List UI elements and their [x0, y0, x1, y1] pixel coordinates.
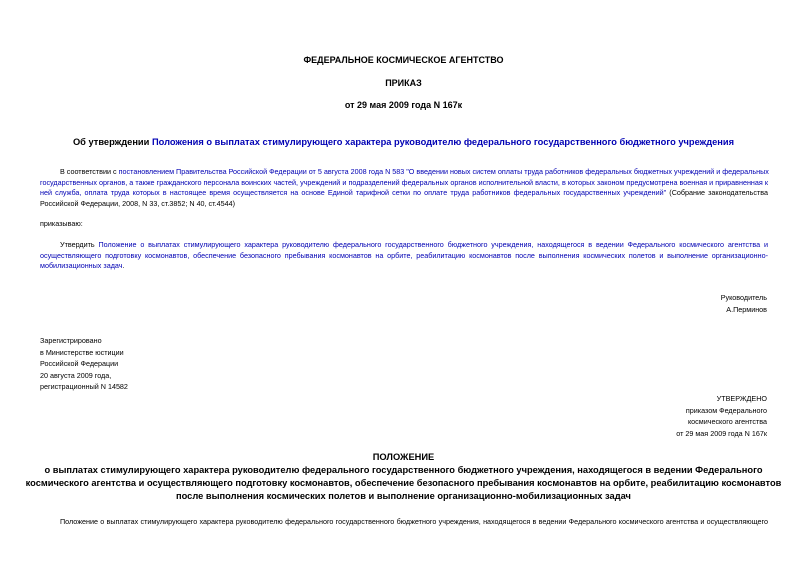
registration-line: в Министерстве юстиции	[40, 347, 124, 357]
document-title	[0, 137, 807, 147]
regulation-link[interactable]: осуществляющего подготовку космонавтов, обеспечение безопасного пребывания космонавтов на орбите, реабилитацию космонавтов после выполнения космических полетов и выполнение организационно-	[40, 250, 768, 260]
approve-paragraph	[40, 240, 768, 272]
title-prefix: Об утверждении	[72, 137, 152, 147]
resolution-link[interactable]: постановлением Правительства Российской Федерации от 5 августа 2008 года N 583 "О введении новых систем оплаты труда работников федеральных бюджетных учреждений и федеральных	[118, 167, 769, 176]
preamble-line	[40, 178, 768, 189]
approve-line	[40, 251, 768, 262]
regulation-link[interactable]: мобилизационных задач	[40, 261, 123, 270]
regulation-body-line: Положение о выплатах стимулирующего характера руководителю федерального государственного бюджетного учреждения, находящегося в ведении Федерального космического агентства и осуществляющего	[60, 517, 768, 526]
regulation-heading-line: космического агентства и осуществляющего подготовку космонавтов, обеспечение безопасного пребывания космонавтов на орбите, реабилитацию космонавтов	[25, 478, 782, 488]
agency-name: ФЕДЕРАЛЬНОЕ КОСМИЧЕСКОЕ АГЕНТСТВО	[303, 55, 504, 65]
resolution-link[interactable]: ней служба, оплата труда которых в настоящее время осуществляется на основе Единой тарифной сетки по оплате труда работников федеральных государственных учреждений"	[40, 188, 667, 197]
approve-line	[40, 261, 768, 272]
approve-text: .	[122, 261, 125, 270]
approved-line: УТВЕРЖДЕНО	[716, 394, 767, 403]
registration-block	[40, 335, 240, 393]
order-word: приказываю:	[40, 219, 83, 228]
approved-line: космического агентства	[687, 417, 767, 426]
regulation-heading-line: после выполнения космических полетов и выполнение организационно-мобилизационных задач	[176, 491, 631, 501]
resolution-link[interactable]: государственных органов, а также гражданского персонала воинских частей, учреждений и подразделений федеральных органов исполнительной власти, в которых законом предусмотрена военная и приравненная к	[40, 177, 768, 187]
registration-line: Российской Федерации	[40, 359, 119, 368]
preamble-line	[40, 167, 768, 178]
regulation-heading	[0, 451, 807, 503]
preamble-text: Российской Федерации, 2008, N 33, ст.3852; N 40, ст.4544)	[40, 198, 236, 208]
preamble-text: (Собрание законодательства	[666, 188, 768, 197]
approved-line: от 29 мая 2009 года N 167к	[676, 428, 767, 438]
preamble-line	[40, 188, 768, 199]
regulation-heading-line: о выплатах стимулирующего характера руководителю федерального государственного бюджетного учреждения, находящегося в ведении Федерального	[44, 465, 763, 475]
approve-text: Утвердить	[60, 240, 99, 249]
preamble-text: В соответствии с	[60, 167, 119, 176]
regulation-heading-word: ПОЛОЖЕНИЕ	[372, 452, 435, 462]
signature-block	[567, 292, 767, 315]
preamble-line	[40, 199, 768, 210]
document-type: ПРИКАЗ	[385, 78, 422, 88]
signature-name: А.Перминов	[726, 304, 767, 314]
signature-role: Руководитель	[720, 293, 767, 302]
approve-line	[40, 240, 768, 251]
regulation-body	[40, 517, 768, 528]
registration-line: Зарегистрировано	[40, 336, 102, 345]
preamble-paragraph	[40, 167, 768, 209]
approved-block	[567, 393, 767, 439]
registration-line: 20 августа 2009 года,	[40, 370, 112, 380]
approved-line: приказом Федерального	[685, 405, 767, 415]
title-regulation-link[interactable]: Положения о выплатах стимулирующего характера руководителю федерального государственного бюджетного учреждения	[151, 137, 735, 147]
document-date: от 29 мая 2009 года N 167к	[344, 100, 463, 110]
registration-line: регистрационный N 14582	[40, 382, 128, 391]
regulation-link[interactable]: Положение о выплатах стимулирующего характера руководителю федерального государственного бюджетного учреждения, находящегося в ведении Федерального космического агентства и	[98, 240, 768, 249]
